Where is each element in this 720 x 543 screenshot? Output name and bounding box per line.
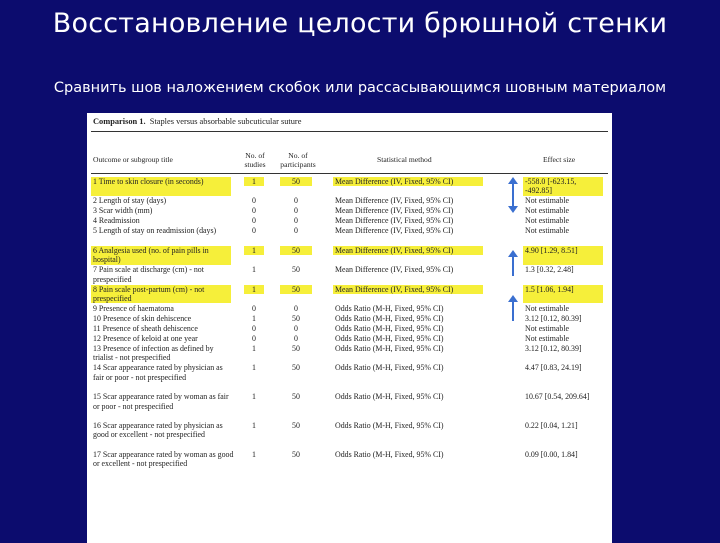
table-row (87, 363, 612, 391)
cell-outcome: 14 Scar appearance rated by physician as fair or poor - not prespecified (93, 363, 223, 382)
cell-outcome: 9 Presence of haematoma (93, 304, 174, 313)
table-row (87, 246, 612, 265)
cell-outcome: 12 Presence of keloid at one year (93, 334, 198, 343)
cell-method: Odds Ratio (M-H, Fixed, 95% CI) (335, 314, 444, 323)
cell-method: Odds Ratio (M-H, Fixed, 95% CI) (335, 392, 444, 402)
cell-method: Mean Difference (IV, Fixed, 95% CI) (335, 216, 454, 226)
cell-effect: Not estimable (525, 196, 570, 206)
cell-outcome: 15 Scar appearance rated by woman as fair or poor - not prespecified (93, 392, 229, 411)
slide-title: Восстановление целости брюшной стенки (52, 8, 668, 39)
cell-participants: 50 (292, 284, 300, 294)
rule-header (91, 173, 608, 174)
header-effect: Effect size (543, 155, 576, 164)
cell-participants: 0 (294, 324, 298, 333)
cell-effect: 1.5 [1.06, 1.94] (525, 284, 574, 294)
cell-studies: 1 (252, 284, 256, 294)
cell-studies: 1 (252, 245, 256, 255)
table-row (87, 344, 612, 363)
cell-studies: 1 (252, 421, 256, 430)
rule-top (91, 131, 608, 132)
cell-effect: Not estimable (525, 216, 570, 226)
comparison-title-text: Staples versus absorbable subcuticular suture (149, 117, 302, 126)
cell-participants: 0 (294, 304, 298, 313)
table-row (87, 196, 612, 205)
table-row (87, 314, 612, 323)
header-studies: No. of studies (244, 151, 266, 169)
cell-participants: 50 (292, 265, 300, 275)
cell-method: Odds Ratio (M-H, Fixed, 95% CI) (335, 344, 444, 353)
arrow-up-icon (506, 295, 520, 321)
cell-studies: 0 (252, 216, 256, 226)
cell-method: Odds Ratio (M-H, Fixed, 95% CI) (335, 334, 444, 343)
cell-studies: 0 (252, 304, 256, 313)
cell-studies: 0 (252, 196, 256, 206)
cell-participants: 50 (292, 344, 300, 353)
cell-participants: 50 (292, 245, 300, 255)
cell-effect: Not estimable (525, 334, 570, 343)
table-row (87, 392, 612, 420)
cell-effect: 1.3 [0.32, 2.48] (525, 265, 574, 275)
table-row (87, 206, 612, 215)
table-row (87, 265, 612, 284)
table-row (87, 285, 612, 304)
table-row (87, 216, 612, 225)
cell-participants: 0 (294, 334, 298, 343)
cell-method: Odds Ratio (M-H, Fixed, 95% CI) (335, 363, 444, 373)
cell-participants: 50 (292, 314, 300, 323)
arrow-up-icon (506, 250, 520, 276)
slide-subtitle: Сравнить шов наложением скобок или рассасывающимся шовным материалом (53, 80, 667, 96)
cell-studies: 1 (252, 265, 256, 275)
cell-participants: 50 (292, 392, 300, 402)
cell-outcome: 16 Scar appearance rated by physician as good or excellent - not prespecified (93, 421, 223, 440)
cell-method: Mean Difference (IV, Fixed, 95% CI) (335, 177, 454, 186)
cell-participants: 0 (294, 216, 298, 226)
cell-outcome: 10 Presence of skin dehiscence (93, 314, 192, 323)
arrow-icon (506, 177, 520, 213)
cell-participants: 50 (292, 421, 300, 430)
cell-studies: 0 (252, 226, 256, 236)
cell-effect: 10.67 [0.54, 209.64] (525, 392, 590, 402)
cell-outcome: 11 Presence of sheath dehiscence (93, 324, 198, 333)
table-row (87, 450, 612, 478)
cell-studies: 0 (252, 324, 256, 333)
cell-studies: 1 (252, 363, 256, 373)
cell-studies: 1 (252, 449, 256, 459)
cell-effect: 0.22 [0.04, 1.21] (525, 421, 578, 430)
cell-effect: 4.90 [1.29, 8.51] (525, 245, 578, 255)
cell-outcome: 5 Length of stay on readmission (days) (93, 226, 217, 236)
cell-studies: 0 (252, 334, 256, 343)
table-row (87, 334, 612, 343)
cell-studies: 1 (252, 314, 256, 323)
cell-effect: Not estimable (525, 226, 570, 236)
cell-outcome: 3 Scar width (mm) (93, 206, 153, 216)
comparison-label: Comparison 1. (93, 117, 146, 126)
cell-studies: 1 (252, 177, 256, 186)
cell-effect: 3.12 [0.12, 80.39] (525, 344, 582, 353)
cell-method: Mean Difference (IV, Fixed, 95% CI) (335, 206, 454, 216)
cell-method: Odds Ratio (M-H, Fixed, 95% CI) (335, 421, 444, 430)
header-method: Statistical method (377, 155, 432, 164)
table-row (87, 226, 612, 245)
cell-participants: 0 (294, 196, 298, 206)
cell-studies: 1 (252, 344, 256, 353)
cell-outcome: 17 Scar appearance rated by woman as good or excellent - not prespecified (93, 449, 234, 469)
cell-method: Odds Ratio (M-H, Fixed, 95% CI) (335, 449, 444, 459)
cell-outcome: 4 Readmission (93, 216, 140, 226)
cell-method: Mean Difference (IV, Fixed, 95% CI) (335, 196, 454, 206)
cell-participants: 50 (292, 177, 300, 186)
cell-method: Odds Ratio (M-H, Fixed, 95% CI) (335, 324, 444, 333)
cell-participants: 50 (292, 363, 300, 373)
cell-method: Mean Difference (IV, Fixed, 95% CI) (335, 245, 454, 255)
cell-outcome: 13 Presence of infection as defined by trialist - not prespecified (93, 344, 214, 363)
cell-effect: Not estimable (525, 304, 570, 313)
cell-effect: 0.09 [0.00, 1.84] (525, 449, 578, 459)
cell-effect: Not estimable (525, 206, 570, 216)
cell-studies: 1 (252, 392, 256, 402)
cell-method: Mean Difference (IV, Fixed, 95% CI) (335, 265, 454, 275)
cell-method: Mean Difference (IV, Fixed, 95% CI) (335, 226, 454, 236)
table-row (87, 304, 612, 313)
cell-method: Odds Ratio (M-H, Fixed, 95% CI) (335, 304, 444, 313)
cell-studies: 0 (252, 206, 256, 216)
header-participants: No. of participants (280, 151, 316, 169)
table-row (87, 324, 612, 333)
cell-outcome: 8 Pain scale post-partum (cm) - not prespecified (93, 284, 205, 303)
cell-effect: Not estimable (525, 324, 570, 333)
header-outcome: Outcome or subgroup title (93, 155, 173, 164)
cell-method: Mean Difference (IV, Fixed, 95% CI) (335, 284, 454, 294)
cell-outcome: 6 Analgesia used (no. of pain pills in hospital) (93, 245, 209, 265)
cell-participants: 50 (292, 449, 300, 459)
comparison-title (93, 117, 301, 126)
table-row (87, 177, 612, 196)
cell-participants: 0 (294, 206, 298, 216)
cell-effect: 4.47 [0.83, 24.19] (525, 363, 582, 373)
comparison-table (87, 113, 612, 543)
cell-outcome: 1 Time to skin closure (in seconds) (93, 177, 204, 186)
cell-outcome: 2 Length of stay (days) (93, 196, 167, 206)
cell-effect: 3.12 [0.12, 80.39] (525, 314, 582, 323)
table-row (87, 421, 612, 449)
cell-participants: 0 (294, 226, 298, 236)
cell-outcome: 7 Pain scale at discharge (cm) - not prespecified (93, 265, 204, 284)
cell-effect: -558.0 [-623.15, -492.85] (525, 177, 577, 196)
